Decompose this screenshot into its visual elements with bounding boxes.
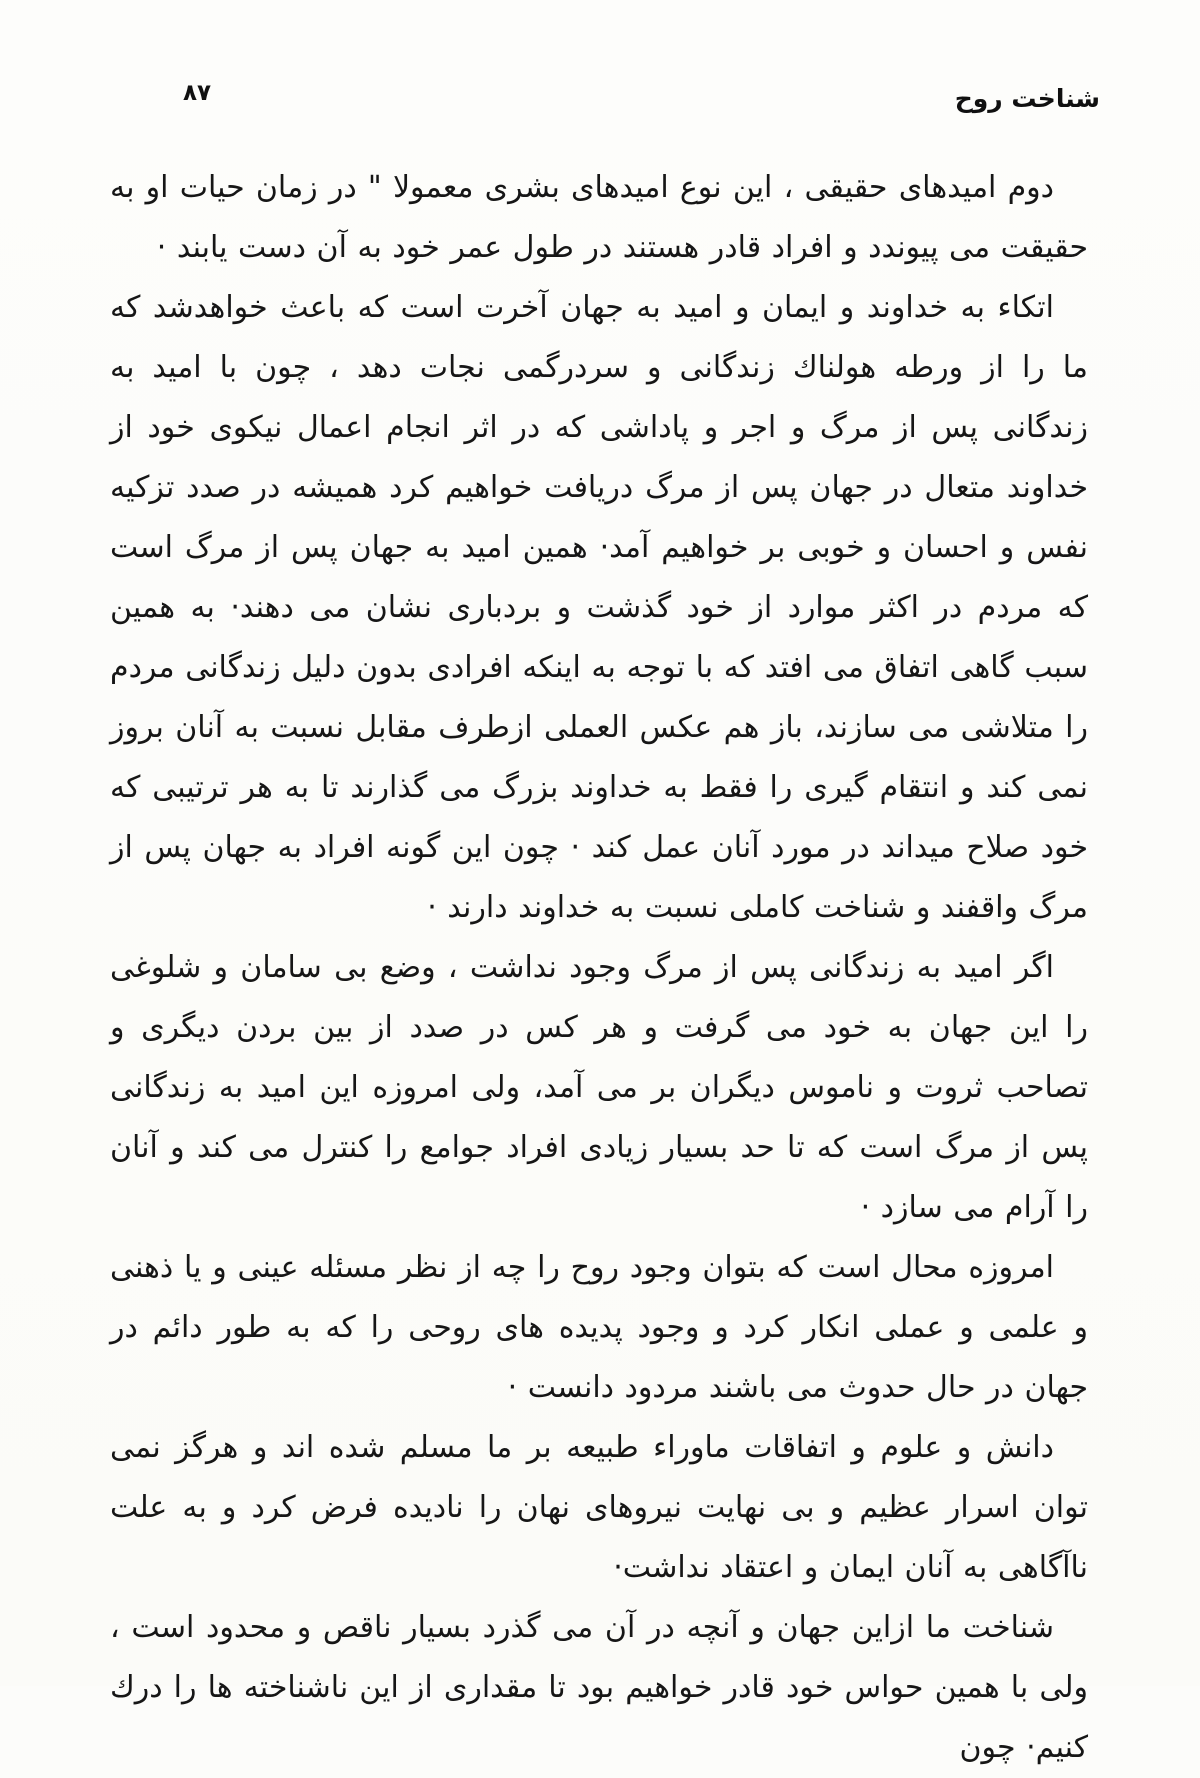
paragraph-3: اگر امید به زندگانی پس از مرگ وجود نداشت ، وضع بی سامان و شلوغی را این جهان به خود می گرفت و هر كس در صدد از بین بردن دیگری و تصاحب ثروت و ناموس دیگران بر می آمد، ولی امروزه این امید به زندگانی پس از مرگ است كه تا حد بسیار زیادی افراد جوامع را كنترل می كند و آنان را آرام می سازد · [110,950,1088,1225]
paragraph-5: دانش و علوم و اتفاقات ماوراء طبیعه بر ما مسلم شده اند و هرگز نمی توان اسرار عظیم و بی نهایت نیروهای نهان را نادیده فرض كرد و به علت ناآگاهی به آنان ایمان و اعتقاد نداشت· [110,1430,1088,1585]
body-text [110,158,1088,1778]
paragraph-2: اتكاء به خداوند و ایمان و امید به جهان آخرت است كه باعث خواهدشد كه ما را از ورطه هولناك زندگانی و سردرگمی نجات دهد ، چون با امید به زندگانی پس از مرگ و اجر و پاداشی كه در اثر انجام اعمال نیكوی خود از خداوند متعال در جهان پس از مرگ دریافت خواهیم كرد همیشه در صدد تزكیه نفس و احسان و خوبی بر خواهیم آمد· همین امید به جهان پس از مرگ است كه مردم در اكثر موارد از خود گذشت و بردباری نشان می دهند· به همین سبب گاهی اتفاق می افتد كه با توجه به اینكه افرادی بدون دلیل زندگانی مردم را متلاشی می سازند، باز هم عكس العملی ازطرف مقابل نسبت به آنان بروز نمی كند و انتقام گیری را فقط به خداوند بزرگ می گذارند تا به هر ترتیبی كه خود صلاح میداند در مورد آنان عمل كند · چون این گونه افراد به جهان پس از مرگ واقفند و شناخت كاملی نسبت به خداوند دارند · [110,290,1088,925]
paragraph-6: شناخت ما ازاین جهان و آنچه در آن می گذرد بسیار ناقص و محدود است ، ولی با همین حواس خود قادر خواهیم بود تا مقداری از این ناشناخته ها را درك كنیم· چون [110,1610,1088,1765]
page-number: ۸۷ [183,80,212,106]
running-head-title: شناخت روح [954,84,1100,113]
paragraph-1: دوم امیدهای حقیقی ، این نوع امیدهای بشری معمولا " در زمان حیات او به حقیقت می پیوندد و افراد قادر هستند در طول عمر خود به آن دست یابند · [110,170,1088,265]
paragraph-4: امروزه محال است كه بتوان وجود روح را چه از نظر مسئله عینی و یا ذهنی و علمی و عملی انكار كرد و وجود پدیده های روحی را كه به طور دائم در جهان در حال حدوث می باشند مردود دانست · [110,1250,1088,1405]
